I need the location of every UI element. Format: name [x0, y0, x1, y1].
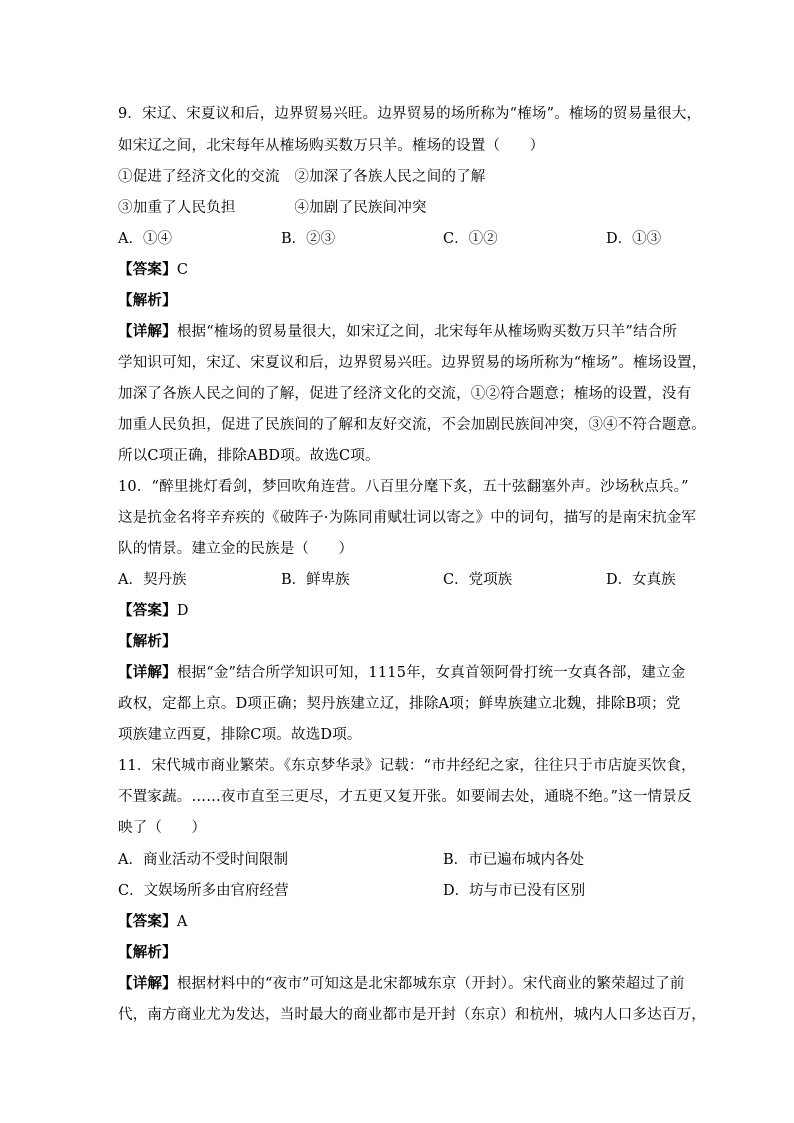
q9-option-a: A．①④ — [118, 231, 172, 247]
q9-detail-text-1: 根据“榷场的贸易量很大，如宋辽之间，北宋每年从榷场购买数万只羊”结合所 — [176, 324, 678, 340]
q10-analysis-label: 【解析】 — [118, 633, 177, 650]
q10-answer-value: D — [176, 603, 189, 619]
q11-answer — [118, 912, 187, 932]
q11-detail-line-2: 代，南方商业尤为发达，当时最大的商业都市是开封（东京）和杭州，城内人口多达百万， — [118, 1007, 706, 1023]
q10-option-b: B．鲜卑族 — [281, 572, 350, 588]
q11-option-a: A．商业活动不受时间限制 — [118, 852, 288, 868]
q9-answer-value: C — [176, 262, 189, 278]
q9-detail-line-1 — [118, 322, 677, 342]
q11-option-b: B．市已遍布城内各处 — [443, 852, 585, 868]
q11-stem-line-3: 映了（ ） — [118, 820, 207, 836]
q10-detail-label: 【详解】 — [118, 664, 177, 681]
q10-detail-line-3: 项族建立西夏，排除C项。故选D项。 — [118, 727, 362, 743]
q11-stem-line-1: 11．宋代城市商业繁荣。《东京梦华录》记载：“市井经纪之家，往往只于市店旋买饮食， — [118, 758, 696, 774]
q11-detail-text-1: 根据材料中的“夜市”可知这是北宋都城东京（开封）。宋代商业的繁荣超过了前 — [176, 976, 685, 992]
q9-detail-line-2: 学知识可知，宋辽、宋夏议和后，边界贸易兴旺。边界贸易的场所称为“榷场”。榷场设置， — [118, 355, 707, 371]
q11-analysis-label: 【解析】 — [118, 944, 177, 961]
q9-option-c: C．①② — [443, 231, 498, 247]
q9-detail-line-3: 加深了各族人民之间的了解，促进了经济文化的交流，①②符合题意；榷场的设置，没有 — [118, 386, 692, 402]
q11-detail-line-1 — [118, 974, 685, 994]
q9-analysis-label: 【解析】 — [118, 292, 177, 309]
q11-detail-label: 【详解】 — [118, 975, 177, 992]
q9-detail-line-4: 加重人民负担，促进了民族间的了解和友好交流，不会加剧民族间冲突，③④不符合题意。 — [118, 417, 706, 433]
q9-detail-label: 【详解】 — [118, 323, 177, 340]
q9-option-d: D．①③ — [606, 231, 662, 247]
q11-stem-line-2: 不置家蔬。……夜市直至三更尽，才五更又复开张。如要闹去处，通晓不绝。”这一情景反 — [118, 789, 692, 805]
q10-answer — [118, 601, 189, 621]
q9-answer — [118, 260, 188, 280]
q9-detail-line-5: 所以C项正确，排除ABD项。故选C项。 — [118, 448, 380, 464]
q9-answer-label: 【答案】 — [118, 261, 177, 278]
q10-detail-line-2: 政权，定都上京。D项正确；契丹族建立辽，排除A项；鲜卑族建立北魏，排除B项；党 — [118, 696, 681, 712]
q10-answer-label: 【答案】 — [118, 602, 177, 619]
q11-option-d: D．坊与市已没有区别 — [443, 883, 586, 899]
q9-stem-line-1: 9．宋辽、宋夏议和后，边界贸易兴旺。边界贸易的场所称为“榷场”。榷场的贸易量很大， — [118, 106, 702, 122]
q10-option-d: D．女真族 — [606, 572, 676, 588]
q9-stem-line-2: 如宋辽之间，北宋每年从榷场购买数万只羊。榷场的设置（ ） — [118, 138, 545, 154]
q9-stem-line-3: ①促进了经济文化的交流 ②加深了各族人民之间的了解 — [118, 169, 486, 185]
q10-option-a: A．契丹族 — [118, 572, 187, 588]
q10-detail-line-1 — [118, 663, 685, 683]
q11-option-c: C．文娱场所多由官府经营 — [118, 883, 289, 899]
q10-stem-line-3: 队的情景。建立金的民族是（ ） — [118, 541, 354, 557]
q10-option-c: C．党项族 — [443, 572, 513, 588]
q11-answer-label: 【答案】 — [118, 913, 177, 930]
q10-stem-line-1: 10．“醉里挑灯看剑，梦回吹角连营。八百里分麾下炙，五十弦翻塞外声。沙场秋点兵。” — [118, 479, 689, 495]
q10-stem-line-2: 这是抗金名将辛弃疾的《破阵子·为陈同甫赋壮词以寄之》中的词句，描写的是南宋抗金军 — [118, 510, 697, 526]
q9-option-b: B．②③ — [281, 231, 336, 247]
q11-answer-value: A — [176, 914, 188, 930]
q9-stem-line-4: ③加重了人民负担 ④加剧了民族间冲突 — [118, 200, 427, 216]
q10-detail-text-1: 根据“金”结合所学知识可知，1115年，女真首领阿骨打统一女真各部，建立金 — [176, 665, 686, 681]
